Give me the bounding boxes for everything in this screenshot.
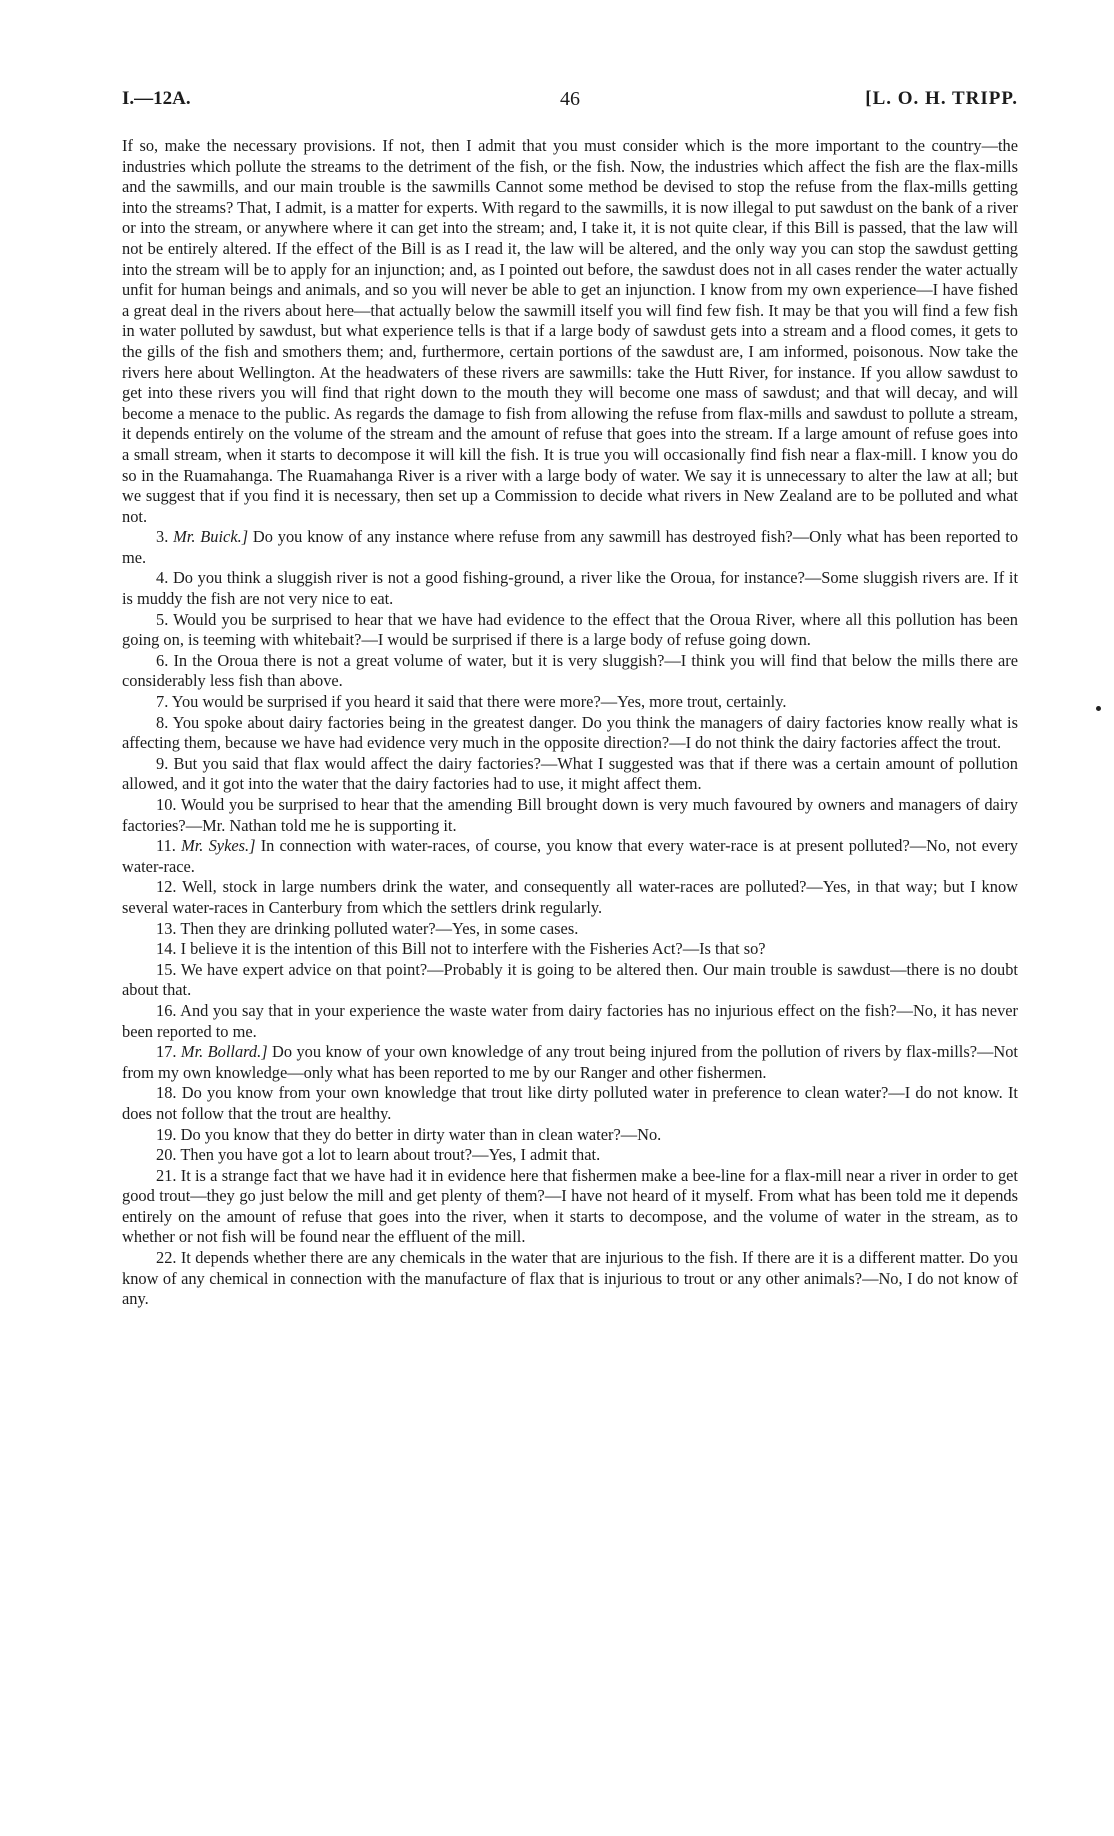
question-text: Do you know from your own knowledge that trout like dirty polluted water in preference to clean water?—I do not know. It does not follow that the trout are healthy.: [122, 1083, 1018, 1123]
question-paragraph: [122, 919, 1018, 940]
margin-mark: [1096, 706, 1101, 711]
question-paragraph: [122, 1145, 1018, 1166]
question-number: 12.: [156, 877, 177, 897]
question-paragraph: [122, 1083, 1018, 1124]
question-paragraph: [122, 1042, 1018, 1083]
question-number: 8.: [156, 712, 169, 732]
question-number: 21.: [156, 1165, 177, 1185]
question-number: 19.: [156, 1124, 177, 1144]
speaker-name: Mr. Buick.]: [173, 527, 249, 547]
question-text: I believe it is the intention of this Bill not to interfere with the Fisheries Act?—Is that so?: [180, 939, 766, 959]
question-paragraph: [122, 692, 1018, 713]
question-text: Would you be surprised to hear that we have had evidence to the effect that the Oroua River, where all this pollution has been going on, is teeming with whitebait?—I would be surprised if there is a large body of refuse going down.: [122, 609, 1018, 650]
page-number: 46: [560, 88, 580, 110]
question-number: 16.: [156, 1000, 177, 1020]
opening-paragraph: If so, make the necessary provisions. If not, then I admit that you must consider which is the more important to the country—the industries which pollute the streams to the detriment of the fish, or the fish. Now, the industries which affect the fish are the flax-mills and the sawmills, and our main trouble is the sawmills Cannot some method be devised to stop the refuse from the flax-mills getting into the streams? That, I admit, is a matter for experts. With regard to the sawmills, it is now illegal to put sawdust on the bank of a river or into the stream, or anywhere where it can get into the stream; and, I take it, it is not quite clear, if this Bill is passed, that the law will not be entirely altered. If the effect of the Bill is as I read it, the law will be altered, and the only way you can stop the sawdust getting into the stream will be to apply for an injunction; and, as I pointed out before, the sawdust does not in all cases render the water actually unfit for human beings and animals, and so you will never be able to get an injunction. I know from my own experience—I have fished a great deal in the rivers about here—that actually below the sawmill itself you will find few fish. It may be that you will find a few fish in water polluted by sawdust, but what experience tells is that if a large body of sawdust gets into a stream and a flood comes, it gets to the gills of the fish and smothers them; and, furthermore, certain portions of the sawdust are, I am informed, poisonous. Now take the rivers here about Wellington. At the headwaters of these rivers are sawmills: take the Hutt River, for instance. If you allow sawdust to get into these rivers you will find that right down to the mouth they will become one mass of sawdust; and that will decay, and will become a menace to the public. As regards the damage to fish from allowing the refuse from flax-mills and sawdust to pollute a stream, it depends entirely on the volume of the stream and the amount of refuse that goes into the stream. If a large amount of refuse goes into a small stream, when it starts to decompose it will kill the fish. It is true you will occasionally find fish near a flax-mill. I know you do so in the Ruamahanga. The Ruamahanga River is a river with a large body of water. We say it is unnecessary to alter the law at all; but we suggest that if you find it is necessary, then set up a Commission to decide what rivers in New Zealand are to be polluted and what not.: [122, 136, 1018, 526]
question-text: Do you know of your own knowledge of any trout being injured from the pollution of rivers by flax-mills?—Not from my own knowledge—only what has been reported to me by our Ranger and other fishermen.: [122, 1042, 1018, 1082]
question-paragraph: [122, 754, 1018, 795]
question-paragraph: [122, 1248, 1018, 1310]
question-text: But you said that flax would affect the dairy factories?—What I suggested was that if there was a certain amount of pollution allowed, and it got into the water that the dairy factories had to use, it might affect them.: [122, 753, 1018, 794]
question-text: And you say that in your experience the waste water from dairy factories has no injurious effect on the fish?—No, it has never been reported to me.: [122, 1000, 1018, 1041]
question-number: 18.: [156, 1083, 177, 1103]
body-text: [122, 136, 1018, 1310]
question-number: 20.: [156, 1145, 177, 1165]
question-paragraph: [122, 651, 1018, 692]
question-text: In connection with water-races, of course, you know that every water-race is at present polluted?—No, not every water-race.: [122, 836, 1019, 876]
question-paragraph: [122, 939, 1018, 960]
question-number: 14.: [156, 939, 177, 959]
question-number: 10.: [156, 795, 177, 814]
question-number: 11.: [156, 836, 176, 856]
question-number: 6.: [156, 650, 169, 670]
question-number: 3.: [156, 527, 169, 547]
question-number: 4.: [156, 568, 169, 588]
question-text: Do you know that they do better in dirty water than in clean water?—No.: [180, 1124, 662, 1144]
question-text: We have expert advice on that point?—Probably it is going to be altered then. Our main trouble is sawdust—there is no doubt about that.: [122, 959, 1018, 1000]
question-paragraph: [122, 836, 1018, 877]
speaker-name: Mr. Bollard.]: [180, 1042, 268, 1062]
question-text: Then they are drinking polluted water?—Yes, in some cases.: [180, 918, 579, 938]
question-text: It is a strange fact that we have had it in evidence here that fishermen make a bee-line for a flax-mill near a river in order to get good trout—they go just below the mill and get plenty of them?—I have not heard of it myself. From what has been told me it depends entirely on the amount of refuse that goes into the river, when it starts to decompose, and the volume of water in the stream, as to whether or not fish will be found near the effluent of the mill.: [122, 1165, 1018, 1247]
question-number: 7.: [156, 692, 169, 712]
speaker-name: Mr. Sykes.]: [181, 836, 256, 856]
question-number: 17.: [156, 1042, 177, 1062]
question-paragraph: [122, 877, 1018, 918]
question-number: 5.: [156, 609, 169, 629]
question-text: Do you think a sluggish river is not a good fishing-ground, a river like the Oroua, for instance?—Some sluggish rivers are. If it is muddy the fish are not very nice to eat.: [122, 568, 1018, 609]
witness-name: [L. O. H. TRIPP.: [865, 88, 1018, 109]
question-paragraph: [122, 713, 1018, 754]
question-paragraph: [122, 1125, 1018, 1146]
question-paragraph: [122, 610, 1018, 651]
question-text: You spoke about dairy factories being in the greatest danger. Do you think the managers of dairy factories know really what is affecting them, because we have had evidence very much in the opposite direction?—I do not think the dairy factories affect the trout.: [122, 712, 1018, 753]
question-text: Would you be surprised to hear that the amending Bill brought down is very much favoured by owners and managers of dairy factories?—Mr. Nathan told me he is supporting it.: [122, 795, 1018, 835]
document-page: [122, 88, 1018, 1310]
question-number: 13.: [156, 918, 177, 938]
question-paragraph: [122, 527, 1018, 568]
question-text: It depends whether there are any chemicals in the water that are injurious to the fish. If there are it is a different matter. Do you know of any chemical in connection with the manufacture of flax that is injurious to trout or any other animals?—No, I do not know of any.: [122, 1248, 1018, 1309]
document-reference: I.—12A.: [122, 88, 191, 109]
question-text: Well, stock in large numbers drink the water, and consequently all water-races are polluted?—Yes, in that way; but I know several water-races in Canterbury from which the settlers drink regularly.: [122, 877, 1018, 917]
page-header: [122, 88, 1018, 120]
question-paragraph: [122, 1166, 1018, 1248]
question-list: [122, 527, 1018, 1310]
question-text: Do you know of any instance where refuse from any sawmill has destroyed fish?—Only what has been reported to me.: [122, 527, 1019, 567]
question-number: 9.: [156, 753, 169, 773]
question-paragraph: [122, 960, 1018, 1001]
question-text: In the Oroua there is not a great volume of water, but it is very sluggish?—I think you will find that below the mills there are considerably less fish than above.: [122, 650, 1018, 691]
question-paragraph: [122, 568, 1018, 609]
question-paragraph: [122, 1001, 1018, 1042]
question-number: 15.: [156, 959, 177, 979]
question-number: 22.: [156, 1248, 177, 1268]
question-text: Then you have got a lot to learn about trout?—Yes, I admit that.: [180, 1145, 601, 1165]
question-text: You would be surprised if you heard it said that there were more?—Yes, more trout, certainly.: [171, 692, 787, 712]
question-paragraph: [122, 795, 1018, 836]
